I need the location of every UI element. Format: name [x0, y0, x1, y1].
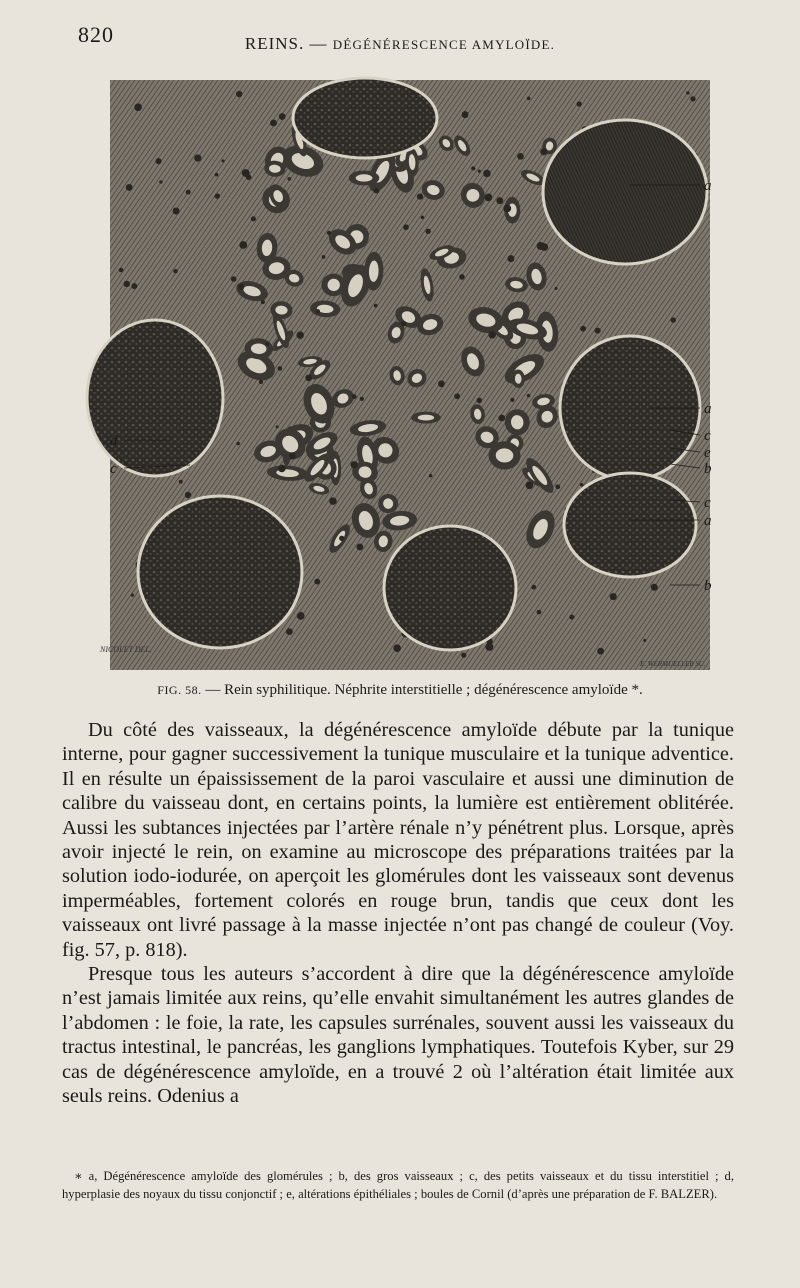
cell-nucleus	[510, 398, 514, 402]
cell-nucleus	[597, 648, 604, 655]
cell-nucleus	[477, 398, 482, 403]
cell-nucleus	[459, 274, 465, 280]
cell-nucleus	[485, 193, 493, 201]
cell-nucleus	[503, 204, 511, 212]
cell-nucleus	[686, 91, 689, 94]
cell-nucleus	[159, 180, 162, 183]
cell-nucleus	[537, 610, 542, 615]
footnote	[62, 1168, 734, 1203]
cell-nucleus	[576, 101, 581, 106]
label-c-right-2: c	[704, 495, 711, 511]
cell-nucleus	[595, 328, 601, 334]
cell-nucleus	[580, 483, 583, 486]
cell-nucleus	[651, 584, 658, 591]
cell-nucleus	[537, 242, 545, 250]
cell-nucleus	[488, 331, 496, 339]
cell-nucleus	[429, 474, 432, 477]
cell-nucleus	[526, 481, 534, 489]
cell-nucleus	[155, 158, 161, 164]
glomerulus	[564, 473, 696, 577]
label-a-top: a	[704, 178, 712, 194]
cell-nucleus	[239, 241, 247, 249]
cell-nucleus	[643, 639, 646, 642]
cell-nucleus	[454, 393, 460, 399]
glomerulus	[543, 120, 707, 264]
cell-nucleus	[329, 497, 337, 505]
cell-nucleus	[555, 484, 560, 489]
label-b-right: b	[704, 461, 712, 477]
page-number: 820	[78, 22, 114, 47]
label-a-right-2: a	[704, 513, 712, 529]
running-head-main: REINS.	[244, 34, 305, 53]
cell-nucleus	[314, 579, 320, 585]
cell-nucleus	[173, 269, 177, 273]
cell-nucleus	[316, 309, 320, 313]
tubule-lumen	[418, 415, 434, 421]
cell-nucleus	[179, 480, 183, 484]
cell-nucleus	[266, 342, 270, 346]
cell-nucleus	[374, 188, 379, 193]
cell-nucleus	[421, 216, 425, 220]
cell-nucleus	[690, 96, 695, 101]
cell-nucleus	[270, 119, 277, 126]
cell-nucleus	[287, 177, 291, 181]
paragraph: Presque tous les auteurs s’accordent à dire que la dégénérescence amyloïde n’est jamais limitée aux reins, qu’elle envahit simultanément les autres glandes de l’abdomen : le foie, la rate, les capsules surrénales, souvent aussi les vaisseaux du tractus intestinal, le pancréas, les ganglions lymphatiques. Toutefois Kyber, sur 29 cas de dégénérescence amyloïde, en a trouvé 2 où l’altération était limitée aux seuls reins. Odenius a	[62, 963, 734, 1108]
cell-nucleus	[134, 103, 142, 111]
cell-nucleus	[498, 415, 505, 422]
engraving-credit-engraver: E. WERMUELLER SC.	[640, 660, 706, 668]
cell-nucleus	[351, 461, 358, 468]
glomerulus	[293, 78, 437, 158]
figure-caption-text: Rein syphilitique. Néphrite interstitielle ; dégénérescence amyloïde	[224, 682, 628, 698]
cell-nucleus	[251, 216, 256, 221]
cell-nucleus	[671, 317, 677, 323]
glomerulus	[87, 320, 223, 476]
figure-58-engraving	[110, 80, 710, 670]
cell-nucleus	[236, 442, 240, 446]
cell-nucleus	[119, 268, 124, 273]
figure-caption	[0, 682, 800, 699]
footnote-text: ∗ a, Dégénérescence amyloïde des glomérules ; b, des gros vaisseaux ; c, des petits vaisseaux et du tissu interstitiel ; d, hyperplasie des noyaux du tissu conjonctif ; e, altérations épithéliales ; boules de Cornil (d’après une préparation de F. BALZER).	[62, 1169, 734, 1201]
cell-nucleus	[259, 380, 263, 384]
glomerulus	[138, 496, 302, 648]
figure-caption-label: FIG. 58.	[157, 683, 202, 697]
engraving-credit-draughtsman: NICOLET DEL.	[100, 645, 152, 654]
cell-nucleus	[297, 612, 305, 620]
cell-nucleus	[286, 628, 293, 635]
cell-nucleus	[131, 594, 134, 597]
cell-nucleus	[352, 394, 357, 399]
cell-nucleus	[471, 166, 475, 170]
cell-nucleus	[215, 193, 221, 199]
running-head-dash: —	[309, 34, 328, 53]
cell-nucleus	[403, 224, 409, 230]
cell-nucleus	[438, 380, 445, 387]
cell-nucleus	[462, 111, 469, 118]
cell-nucleus	[339, 536, 344, 541]
cell-nucleus	[531, 585, 536, 590]
paragraph: Du côté des vaisseaux, la dégénérescence amyloïde débute par la tunique interne, pour gagner successivement la tunique musculaire et la tunique adventice. Il en résulte un épaississement de la paroi vasculaire et aussi une diminution de calibre du vaisseau dont, en certains points, la lumière est entièrement oblitérée. Aussi les subtances injectées par l’artère rénale n’y pénétrent plus. Lorsque, après avoir injecté le rein, on examine au microscope des préparations traitées par la solution iodo-iodurée, on aperçoit les glomérules dont les vaisseaux sont devenus imperméables, fortement colorés en rouge brun, tandis que ceux dont les vaisseaux ont livré passage à la masse injectée n’ont pas changé de couleur (Voy. fig. 57, p. 818).	[62, 719, 734, 961]
cell-nucleus	[261, 300, 265, 304]
label-b-right-2: b	[704, 578, 712, 594]
tubule-lumen	[356, 174, 373, 181]
cell-nucleus	[393, 644, 401, 652]
glomerulus	[384, 526, 516, 650]
cell-nucleus	[527, 97, 531, 101]
cell-nucleus	[236, 91, 242, 97]
cell-nucleus	[401, 321, 406, 326]
cell-nucleus	[527, 394, 530, 397]
cell-nucleus	[277, 366, 282, 371]
cell-nucleus	[322, 255, 326, 259]
cell-nucleus	[356, 543, 363, 550]
figure-caption-marker: *.	[631, 682, 643, 698]
cell-nucleus	[507, 255, 514, 262]
figure-caption-dash: —	[205, 682, 221, 698]
cell-nucleus	[425, 229, 430, 234]
cell-nucleus	[569, 615, 574, 620]
cell-nucleus	[554, 287, 557, 290]
cell-nucleus	[276, 425, 279, 428]
cell-nucleus	[478, 170, 481, 173]
cell-nucleus	[305, 374, 312, 381]
cell-nucleus	[222, 159, 225, 162]
cell-nucleus	[610, 593, 617, 600]
cell-nucleus	[496, 197, 503, 204]
cell-nucleus	[185, 492, 191, 498]
label-d-left: d	[110, 433, 118, 449]
cell-nucleus	[278, 465, 286, 473]
label-a-right: a	[704, 401, 712, 417]
cell-nucleus	[186, 190, 191, 195]
cell-nucleus	[173, 208, 180, 215]
kidney-histology-illustration	[110, 80, 710, 670]
cell-nucleus	[360, 397, 364, 401]
cell-nucleus	[131, 283, 137, 289]
cell-nucleus	[483, 170, 491, 178]
cell-nucleus	[517, 153, 524, 160]
cell-nucleus	[279, 113, 286, 120]
cell-nucleus	[327, 231, 331, 235]
cell-nucleus	[540, 148, 547, 155]
running-head-sub: DÉGÉNÉRESCENCE AMYLOÏDE.	[332, 37, 556, 52]
cell-nucleus	[374, 304, 378, 308]
cell-nucleus	[296, 331, 304, 339]
body-text	[62, 718, 734, 1109]
cell-nucleus	[231, 276, 237, 282]
cell-nucleus	[238, 284, 245, 291]
cell-nucleus	[246, 174, 252, 180]
cell-nucleus	[126, 184, 133, 191]
cell-nucleus	[194, 154, 201, 161]
cell-nucleus	[461, 653, 466, 658]
cell-nucleus	[289, 453, 296, 460]
cell-nucleus	[215, 173, 219, 177]
cell-nucleus	[580, 326, 586, 332]
running-head	[0, 34, 800, 54]
label-c-right: c	[704, 428, 711, 444]
label-c-left: c	[110, 461, 117, 477]
cell-nucleus	[417, 193, 423, 199]
cell-nucleus	[124, 281, 130, 287]
label-e-right: e	[704, 445, 711, 461]
